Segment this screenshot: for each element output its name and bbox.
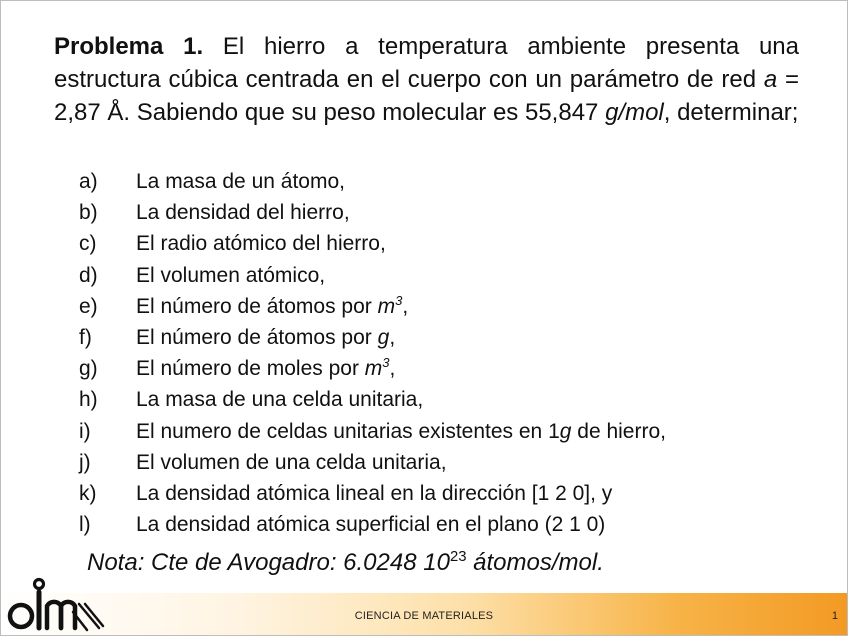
list-item-text: El volumen de una celda unitaria, [136,450,447,474]
list-marker: l) [79,513,91,537]
list-marker: g) [79,357,98,381]
list-item [79,384,819,415]
list-marker: j) [79,450,91,474]
list-item-text: El volumen atómico, [136,263,326,287]
list-item [79,322,819,353]
footer-title: CIENCIA DE MATERIALES [354,610,494,622]
item-unit: m [364,357,383,381]
molar-mass-unit: g/mol [605,99,664,126]
item-unit-exponent: 3 [382,355,390,371]
list-item [79,353,819,384]
note-exponent: 23 [449,549,467,565]
list-item-text: La masa de un átomo, [136,170,345,193]
department-logo-icon [5,576,105,634]
avogadro-note [87,549,604,577]
list-item [79,166,819,197]
list-item-text: La masa de una celda unitaria, [136,388,424,412]
note-text: Nota: Cte de Avogadro: 6.0248 10 [87,549,450,576]
page-number: 1 [831,610,838,622]
list-item-text: La densidad atómica superficial en el plano (2 1 0) [136,513,606,537]
item-unit-exponent: 3 [395,292,403,308]
list-marker: d) [79,263,98,287]
list-item-text: La densidad del hierro, [136,201,350,225]
item-text-pre: El número de moles por [136,357,365,381]
list-item [79,197,819,228]
list-item-text [136,291,408,322]
list-item-text: El radio atómico del hierro, [136,232,386,256]
item-text-post: , [389,357,396,381]
problem-heading: Problema 1. [54,33,204,60]
list-item [79,291,819,322]
problem-statement [54,30,799,129]
problem-text-2: = 2,87 Å. Sabiendo que su peso molecular es 55,847 [54,66,800,126]
list-item [79,447,819,478]
lattice-parameter-symbol: a [763,66,778,93]
item-unit: m [377,294,396,318]
list-marker: b) [79,201,98,225]
list-item [79,478,819,509]
problem-text-3: , determinar; [663,99,799,126]
list-item-text [136,322,395,353]
list-marker: i) [79,419,91,443]
list-item-text [136,353,395,384]
item-text-post: , [402,294,409,318]
list-item [79,260,819,291]
question-list [79,166,819,540]
item-unit: g [377,325,390,349]
list-item [79,509,819,540]
note-unit: átomos/mol. [466,549,604,576]
list-marker: k) [79,481,97,505]
footer-bar [1,593,847,635]
item-text-pre: El número de átomos por [136,294,378,318]
list-item-text: La densidad atómica lineal en la dirección [1 2 0], y [136,481,613,505]
list-marker: f) [79,325,92,349]
item-text-pre: El número de átomos por [136,325,378,349]
item-text-post: , [389,325,396,349]
list-marker: h) [79,388,98,412]
item-text-post: de hierro, [571,419,666,443]
list-item [79,416,819,447]
problem-text-1: El hierro a temperatura ambiente presenta una estructura cúbica centrada en el cuerpo con un parámetro de red [54,33,799,93]
item-unit: g [559,419,572,443]
list-marker: c) [79,232,97,256]
item-text-pre: El numero de celdas unitarias existentes en 1 [136,419,560,443]
list-item-text [136,416,666,447]
list-item [79,228,819,259]
list-marker: a) [79,170,98,193]
list-marker: e) [79,294,98,318]
